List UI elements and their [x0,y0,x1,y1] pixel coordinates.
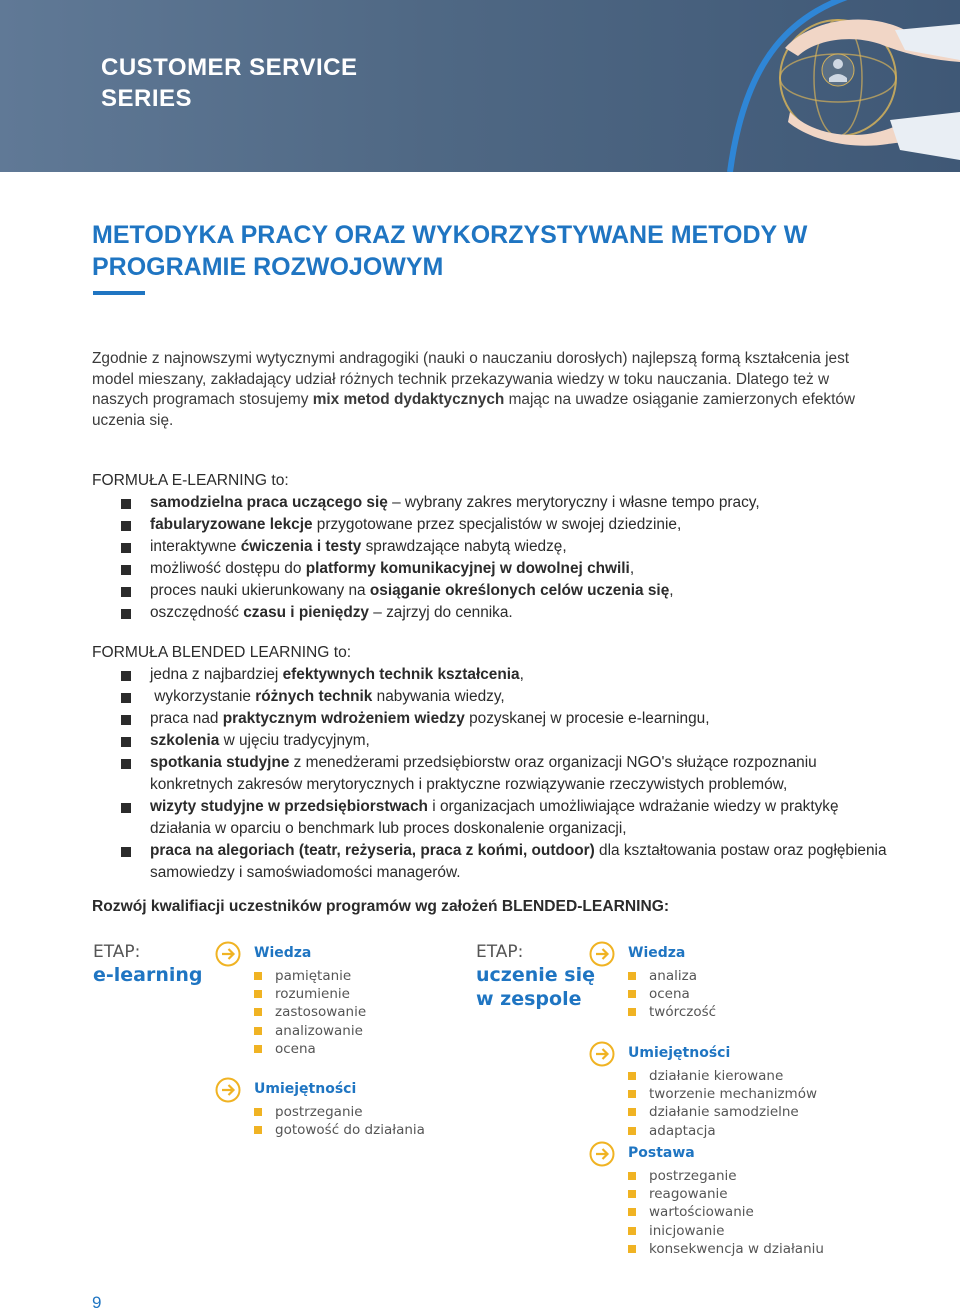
list-item: wartościowanie [628,1203,824,1221]
list-item: analizowanie [254,1022,366,1040]
list-item [92,558,892,580]
item-text: w ujęciu tradycyjnym, [219,732,370,749]
list-item: zastosowanie [254,1003,366,1021]
item-bold: efektywnych technik kształcenia [282,666,520,683]
list-item: tworzenie mechanizmów [628,1085,817,1103]
item-bold: platformy komunikacyjnej w dowolnej chwili [305,560,630,577]
list-item: postrzeganie [254,1103,425,1121]
stage2-group-umiejetnosci [589,1041,849,1141]
item-text: proces nauki ukierunkowany na [150,582,370,599]
item-text: możliwość dostępu do [150,560,306,577]
list-item [92,796,892,840]
item-text: i organizacjach umożliwiające wdrażanie wiedzy w praktykę działania w oparciu o benchmark lub proces doskonalenie organizacji, [150,798,839,837]
list-item: adaptacja [628,1122,817,1140]
page-number: 9 [92,1293,102,1312]
list-item: konsekwencja w działaniu [628,1240,824,1258]
list-item [92,492,892,514]
list-item: analiza [628,967,716,985]
stage1-group-wiedza [215,941,435,1061]
stage2-group-postawa [589,1141,869,1261]
blended-heading: FORMUŁA BLENDED LEARNING to: [92,644,352,661]
list-item: rozumienie [254,985,366,1003]
list-item: działanie kierowane [628,1067,817,1085]
item-text: jedna z najbardziej [150,666,283,683]
list-item: ocena [254,1040,366,1058]
list-item: twórczość [628,1003,716,1021]
list-item [92,664,892,686]
list-item: działanie samodzielne [628,1103,817,1121]
item-text: praca nad [150,710,223,727]
item-text: interaktywne [150,538,241,555]
etap-name: uczenie się [476,964,595,986]
list-item [92,840,892,884]
etap-word: ETAP: [93,942,141,962]
list-item [92,536,892,558]
item-bold: fabularyzowane lekcje [150,516,313,533]
item-text: sprawdzające nabytą wiedzę, [361,538,567,555]
item-bold: różnych technik [255,688,373,705]
stage-label-elearning [93,941,203,987]
list-item: gotowość do działania [254,1121,425,1139]
arrow-right-circle-icon [215,941,241,967]
item-bold: wizyty studyjne w przedsiębiorstwach [150,798,428,815]
group-title: Postawa [628,1145,695,1161]
item-text: nabywania wiedzy, [372,688,505,705]
item-text: z menedżerami przedsiębiorstw oraz organizacji NGO's służące rozpoznaniu konkretnych zakresów merytorycznych i praktyczne rozwiązywanie rzeczywistych problemów, [150,754,817,793]
item-text: oszczędność [150,604,244,621]
item-text: , [519,666,524,683]
list-item [92,752,892,796]
header-banner [0,0,960,172]
item-text: pozyskanej w procesie e-learningu, [464,710,710,727]
item-text: , [629,560,635,577]
arrow-right-circle-icon [589,1141,615,1167]
group-list [254,1103,425,1139]
stage1-group-umiejetnosci [215,1077,435,1157]
blended-list [92,664,892,884]
list-item [92,730,892,752]
stage2-group-wiedza [589,941,829,1031]
list-item [92,602,892,624]
item-text: przygotowane przez specjalistów w swojej dziedzinie, [312,516,682,533]
group-title: Wiedza [628,945,686,961]
item-bold: osiąganie określonych celów uczenia się [369,582,670,599]
item-bold: praktycznym wdrożeniem wiedzy [222,710,465,727]
item-text: – wybrany zakres merytoryczny i własne tempo pracy, [387,494,760,511]
list-item [92,708,892,730]
intro-text-2: mając na uwadze osiąganie zamierzonych efektów uczenia się. [92,391,856,429]
list-item: inicjowanie [628,1222,824,1240]
page-title: METODYKA PRACY ORAZ WYKORZYSTYWANE METODY W PROGRAMIE ROZWOJOWYM [92,221,808,281]
item-text: wykorzystanie [150,688,256,705]
blended-section [92,642,892,884]
group-title: Wiedza [254,945,312,961]
list-item: pamiętanie [254,967,366,985]
item-bold: samodzielna praca uczącego się [150,494,388,511]
intro-text-1: Zgodnie z najnowszymi wytycznymi andragogiki (nauki o nauczaniu dorosłych) najlepszą formą kształcenia jest model mieszany, zakładający udział różnych technik przekazywania wiedzy w toku nauczania. Dlatego też w naszych programach stosujemy [92,350,850,408]
list-item: ocena [628,985,716,1003]
arrow-right-circle-icon [215,1077,241,1103]
series-title: CUSTOMER SERVICE SERIES [101,54,358,112]
elearning-heading: FORMUŁA E-LEARNING to: [92,472,289,489]
group-title: Umiejętności [628,1045,731,1061]
title-underline [93,291,145,295]
group-list [254,967,366,1058]
elearning-section [92,470,892,624]
elearning-list [92,492,892,624]
item-bold: ćwiczenia i testy [240,538,362,555]
arrow-right-circle-icon [589,941,615,967]
intro-bold: mix metod dydaktycznych [312,391,505,408]
item-text: dla kształtowania postaw oraz pogłębienia samowiedzy i samoświadomości managerów. [150,842,887,881]
etap-name: w zespole [476,988,582,1010]
item-bold: spotkania studyjne [150,754,290,771]
stage-label-zespol [476,941,595,1011]
list-item [92,514,892,536]
item-text: , [669,582,674,599]
etap-word: ETAP: [476,942,524,962]
list-item: postrzeganie [628,1167,824,1185]
group-title: Umiejętności [254,1081,357,1097]
arrow-right-circle-icon [589,1041,615,1067]
group-list [628,1067,817,1140]
group-list [628,967,716,1022]
hands-globe-illustration [690,0,960,172]
list-item: reagowanie [628,1185,824,1203]
item-bold: praca na alegoriach (teatr, reżyseria, praca z końmi, outdoor) [150,842,595,859]
summary-heading: Rozwój kwalifiacji uczestników programów wg założeń BLENDED-LEARNING: [92,898,670,915]
group-list [628,1167,824,1258]
item-text: – zajrzyj do cennika. [368,604,513,621]
etap-name: e-learning [93,964,203,986]
intro-paragraph [92,349,872,431]
item-bold: szkolenia [150,732,220,749]
list-item [92,686,892,708]
item-bold: czasu i pieniędzy [243,604,369,621]
list-item [92,580,892,602]
